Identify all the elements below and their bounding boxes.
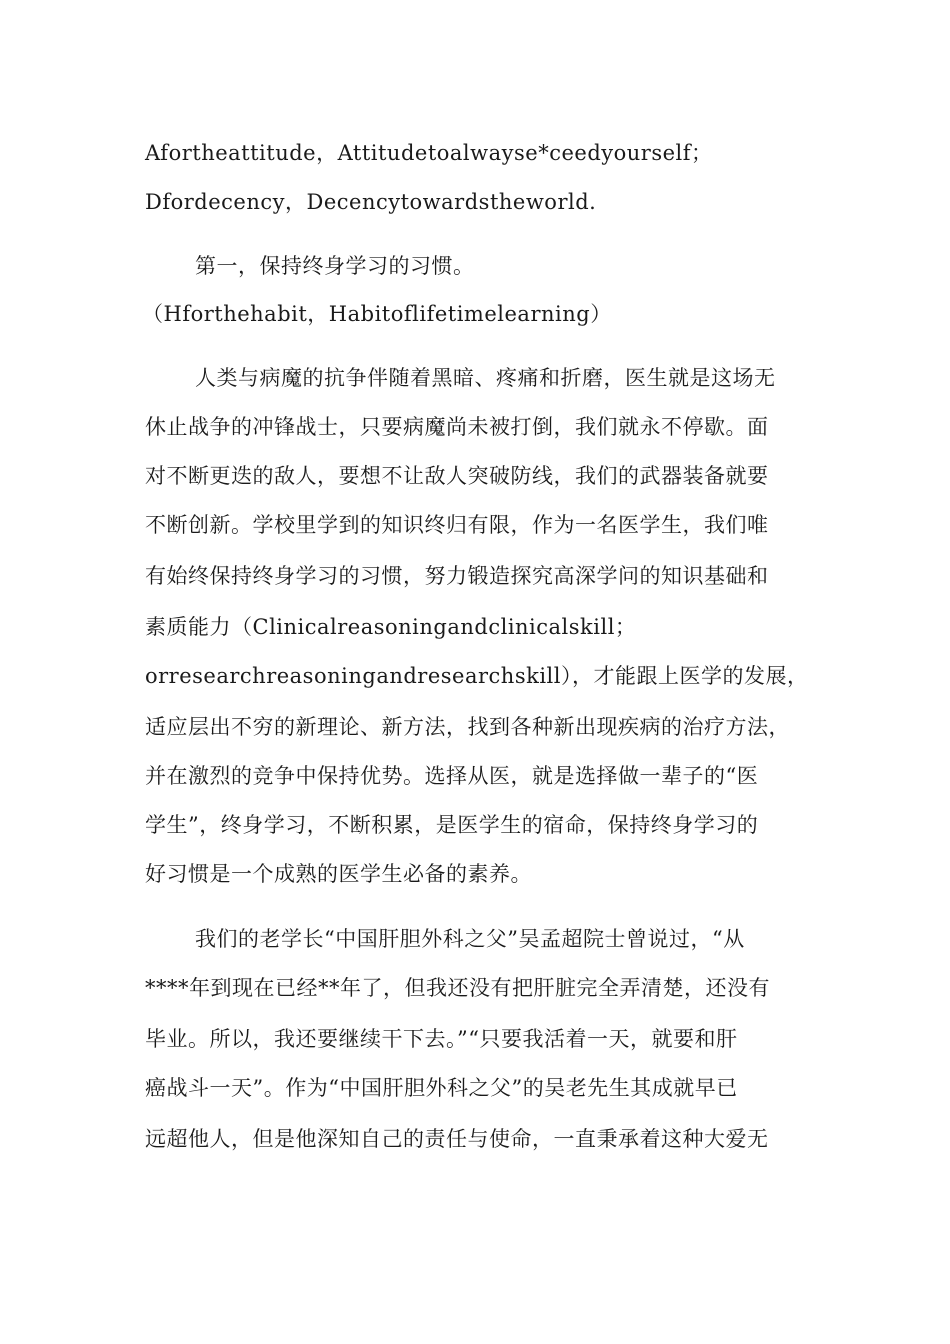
section-heading: 第一，保持终身学习的习惯。 [195,254,475,278]
paragraph-line: ****年到现在已经**年了，但我还没有把肝脏完全弄清楚，还没有 [145,976,770,1000]
paragraph-line: 毕业。所以，我还要继续干下去。”“只要我活着一天，就要和肝 [145,1027,738,1051]
paragraph-line: 对不断更迭的敌人，要想不让敌人突破防线，我们的武器装备就要 [145,464,769,488]
text-line: Afortheattitude，Attitudetoalwayse*ceedyourself； [145,141,713,165]
paragraph-line: 好习惯是一个成熟的医学生必备的素养。 [145,862,532,886]
paragraph-line: 人类与病魔的抗争伴随着黑暗、疼痛和折磨，医生就是这场无 [195,366,776,390]
section-subheading: （Hforthehabit，Habitoflifetimelearning） [142,302,612,326]
paragraph-line: 有始终保持终身学习的习惯，努力锻造探究高深学问的知识基础和 [145,564,769,588]
paragraph-line: 并在激烈的竞争中保持优势。选择从医，就是选择做一辈子的“医 [145,764,759,788]
text-line: Dfordecency，Decencytowardstheworld. [145,190,597,214]
paragraph-line: 休止战争的冲锋战士，只要病魔尚未被打倒，我们就永不停歇。面 [145,415,769,439]
paragraph-line: 适应层出不穷的新理论、新方法，找到各种新出现疾病的治疗方法， [145,715,790,739]
paragraph-line: 不断创新。学校里学到的知识终归有限，作为一名医学生，我们唯 [145,513,769,537]
paragraph-line: 癌战斗一天”。作为“中国肝胆外科之父”的吴老先生其成就早已 [145,1076,738,1100]
paragraph-line: 素质能力（Clinicalreasoningandclinicalskill； [145,615,637,639]
paragraph-line: 远超他人，但是他深知自己的责任与使命，一直秉承着这种大爱无 [145,1127,769,1151]
paragraph-line: orresearchreasoningandresearchskill），才能跟上医学的发展， [145,664,809,688]
paragraph-line: 学生”，终身学习，不断积累，是医学生的宿命，保持终身学习的 [145,813,759,837]
paragraph-line: 我们的老学长“中国肝胆外科之父”吴孟超院士曾说过，“从 [195,927,745,951]
